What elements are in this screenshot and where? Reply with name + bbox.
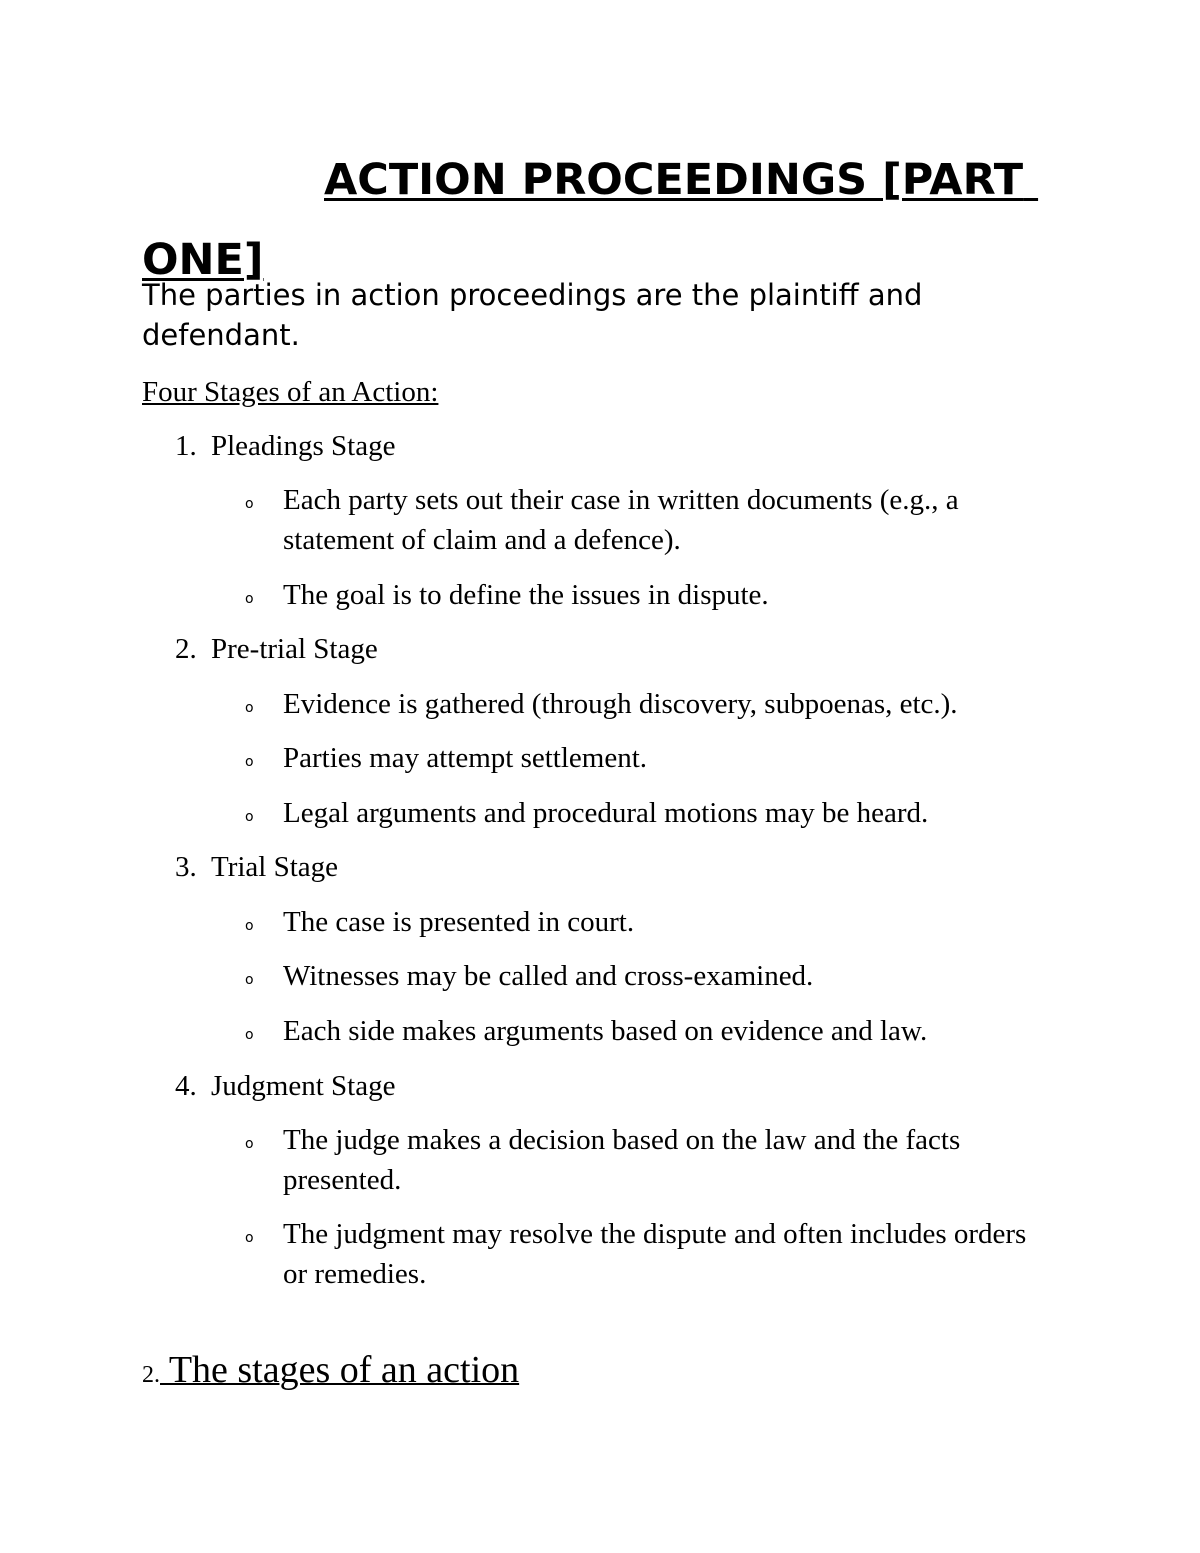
stage-number: 1. [175,430,197,462]
bullet-marker: o [245,809,254,825]
section-two-heading [142,1348,519,1392]
bullet-item [245,1120,1035,1200]
bullet-item [245,956,1035,996]
bullet-item [245,575,1035,615]
stage-label: Pre-trial Stage [211,633,378,665]
bullet-text: The goal is to define the issues in dispute. [283,579,769,611]
bullet-marker: o [245,1027,254,1043]
stage-label: Trial Stage [211,851,339,883]
stage-item-trial [175,847,338,887]
stage-label: Pleadings Stage [211,430,396,462]
bullet-text: Each party sets out their case in written documents (e.g., a statement of claim and a defence). [283,484,959,556]
stage-label: Judgment Stage [211,1070,396,1102]
bullet-text: The judge makes a decision based on the law and the facts presented. [283,1124,961,1196]
bullet-item [245,793,1035,833]
bullet-item [245,902,1035,942]
stage-number: 2. [175,633,197,665]
stage-number: 3. [175,851,197,883]
stage-number: 4. [175,1070,197,1102]
bullet-text: The case is presented in court. [283,906,635,938]
section-title: The stages of an action [160,1349,520,1391]
stage-item-judgment [175,1066,395,1106]
stage-item-pleadings [175,426,395,466]
stages-heading: Four Stages of an Action: [142,376,439,408]
bullet-text: Parties may attempt settlement. [283,742,648,774]
bullet-text: The judgment may resolve the dispute and often includes orders or remedies. [283,1218,1027,1290]
bullet-marker: o [245,1230,254,1246]
bullet-text: Witnesses may be called and cross-examined. [283,960,814,992]
bullet-marker: o [245,1136,254,1152]
bullet-marker: o [245,972,254,988]
bullet-text: Each side makes arguments based on evidence and law. [283,1015,928,1047]
intro-paragraph: The parties in action proceedings are the plaintiff and defendant. [142,278,923,352]
bullet-text: Evidence is gathered (through discovery, subpoenas, etc.). [283,688,958,720]
bullet-marker: o [245,918,254,934]
bullet-item [245,684,1035,724]
bullet-text: Legal arguments and procedural motions may be heard. [283,797,929,829]
bullet-item [245,1214,1035,1294]
bullet-marker: o [245,591,254,607]
bullet-item [245,480,1035,560]
page-title: ACTION PROCEEDINGS [PART ONE] [142,155,1039,285]
bullet-marker: o [245,496,254,512]
bullet-item [245,738,1035,778]
bullet-marker: o [245,700,254,716]
section-number: 2. [142,1362,160,1388]
bullet-marker: o [245,754,254,770]
stage-item-pre-trial [175,629,378,669]
bullet-item [245,1011,1035,1051]
